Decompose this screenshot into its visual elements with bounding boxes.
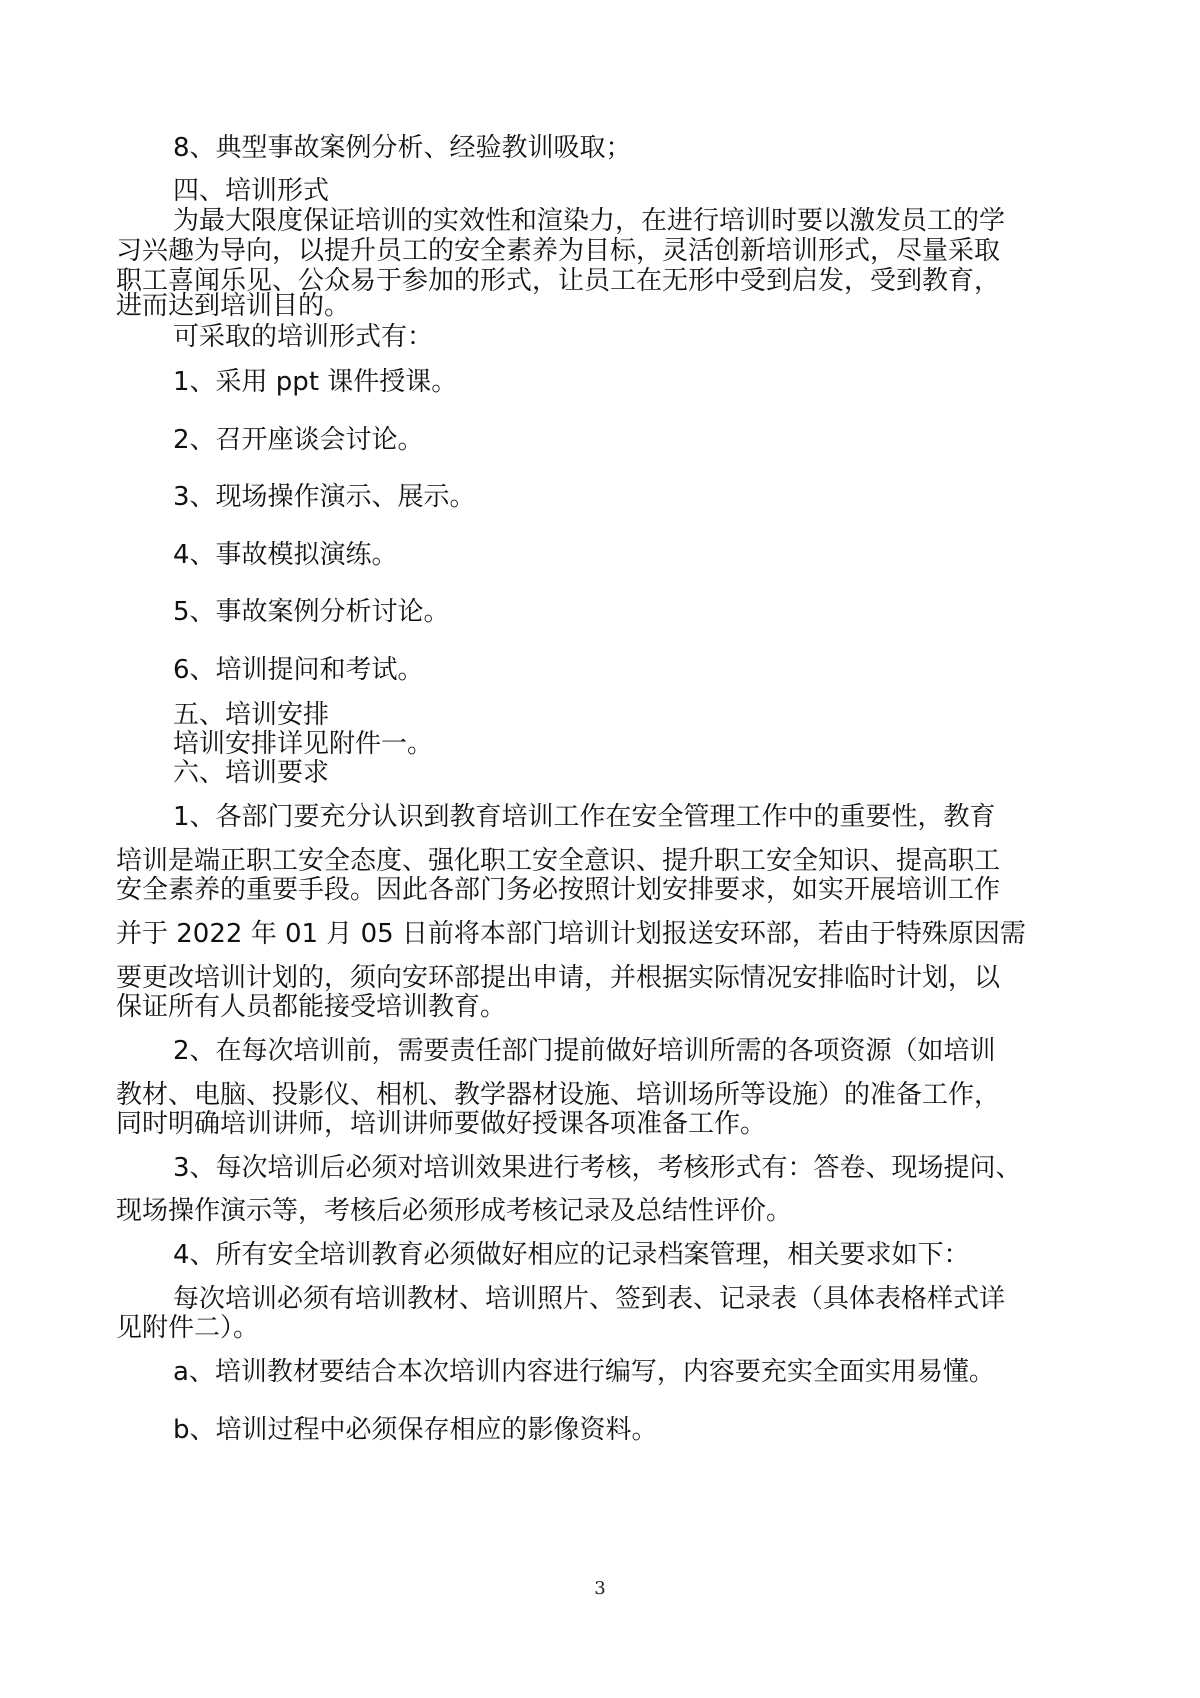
paragraph-line: 并于 2022 年 01 月 05 日前将本部门培训计划报送安环部，若由于特殊原因需	[116, 919, 1026, 949]
paragraph-line: 3、每次培训后必须对培训效果进行考核，考核形式有：答卷、现场提问、	[173, 1153, 1022, 1183]
paragraph-line: 见附件二）。	[116, 1313, 260, 1343]
list-item: a、培训教材要结合本次培训内容进行编写，内容要充实全面实用易懂。	[173, 1357, 995, 1387]
paragraph-line: 教材、电脑、投影仪、相机、教学器材设施、培训场所等设施）的准备工作，	[116, 1080, 1001, 1110]
paragraph-line: 4、所有安全培训教育必须做好相应的记录档案管理，相关要求如下：	[173, 1240, 970, 1270]
list-item: 3、现场操作演示、展示。	[173, 482, 476, 512]
paragraph-line: 可采取的培训形式有：	[173, 322, 434, 352]
paragraph-line: 同时明确培训讲师，培训讲师要做好授课各项准备工作。	[116, 1109, 767, 1139]
list-item: b、培训过程中必须保存相应的影像资料。	[173, 1415, 658, 1445]
section-heading: 六、培训要求	[173, 758, 330, 788]
paragraph-line: 1、各部门要充分认识到教育培训工作在安全管理工作中的重要性，教育	[173, 802, 996, 832]
section-heading: 五、培训安排	[173, 700, 330, 730]
paragraph-line: 进而达到培训目的。	[116, 291, 351, 321]
paragraph-line: 现场操作演示等，考核后必须形成考核记录及总结性评价。	[116, 1196, 793, 1226]
list-item: 6、培训提问和考试。	[173, 655, 424, 685]
paragraph-line: 要更改培训计划的，须向安环部提出申请，并根据实际情况安排临时计划，以	[116, 963, 1001, 993]
paragraph-line: 职工喜闻乐见、公众易于参加的形式，让员工在无形中受到启发，受到教育，	[116, 266, 1001, 296]
paragraph-line: 习兴趣为导向，以提升员工的安全素养为目标，灵活创新培训形式，尽量采取	[116, 236, 1001, 266]
list-item: 4、事故模拟演练。	[173, 540, 398, 570]
paragraph-line: 为最大限度保证培训的实效性和渲染力，在进行培训时要以激发员工的学	[173, 206, 1006, 236]
list-item: 5、事故案例分析讨论。	[173, 597, 450, 627]
paragraph-line: 培训安排详见附件一。	[173, 729, 434, 759]
list-item: 1、采用 ppt 课件授课。	[173, 367, 458, 397]
paragraph-line: 2、在每次培训前，需要责任部门提前做好培训所需的各项资源（如培训	[173, 1036, 996, 1066]
page-number: 3	[594, 1578, 606, 1599]
paragraph-line: 培训是端正职工安全态度、强化职工安全意识、提升职工安全知识、提高职工	[116, 846, 1001, 876]
paragraph-line: 每次培训必须有培训教材、培训照片、签到表、记录表（具体表格样式详	[173, 1284, 1006, 1314]
section-heading: 四、培训形式	[173, 176, 330, 206]
list-item: 8、典型事故案例分析、经验教训吸取；	[173, 133, 632, 163]
paragraph-line: 保证所有人员都能接受培训教育。	[116, 992, 507, 1022]
paragraph-line: 安全素养的重要手段。因此各部门务必按照计划安排要求，如实开展培训工作	[116, 875, 1001, 905]
list-item: 2、召开座谈会讨论。	[173, 425, 424, 455]
